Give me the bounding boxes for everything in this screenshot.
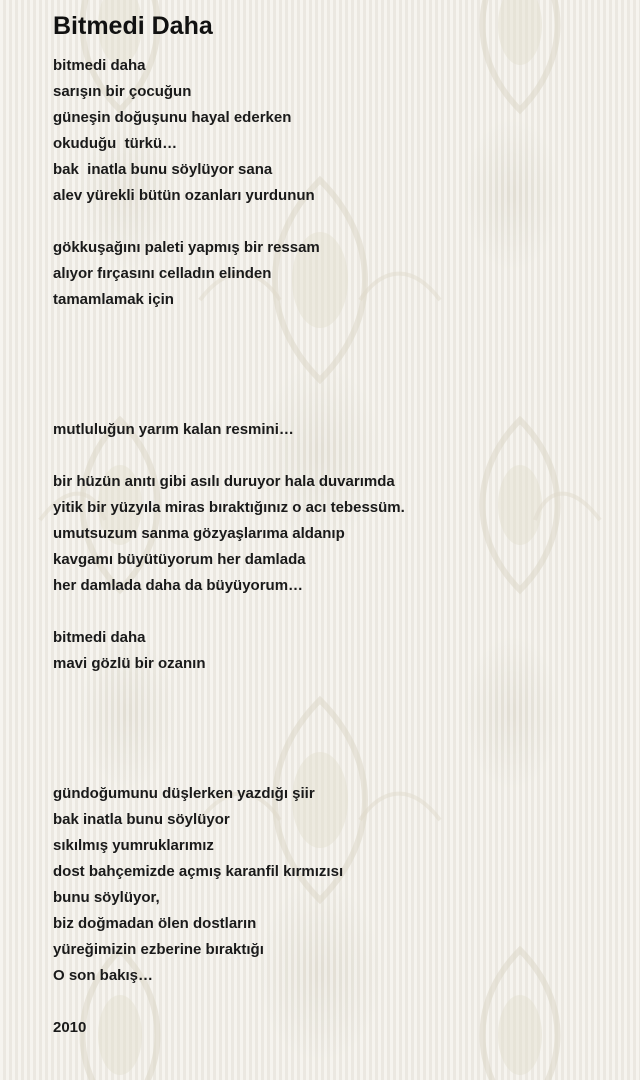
poem-line: kavgamı büyütüyorum her damlada [53, 551, 306, 568]
poem-line: mutluluğun yarım kalan resmini… [53, 421, 294, 438]
poem-blank-line [53, 729, 613, 755]
poem-line: bak inatla bunu söylüyor sana [53, 161, 273, 178]
poem-line: yüreğimizin ezberine bıraktığı [53, 941, 264, 958]
poem-line: her damlada daha da büyüyorum… [53, 577, 304, 594]
poem-line: bitmedi daha [53, 629, 146, 646]
poem-blank-line [53, 313, 613, 339]
poem-blank-line [53, 365, 613, 391]
poem-blank-line [53, 209, 613, 235]
poem-line: sarışın bir çocuğun [53, 83, 192, 100]
poem-line: alıyor fırçasını celladın elinden [53, 265, 272, 282]
poem-line: O son bakış… [53, 967, 154, 984]
poem-line: dost bahçemizde açmış karanfil kırmızısı [53, 863, 344, 880]
poem-line: gündoğumunu düşlerken yazdığı şiir [53, 785, 315, 802]
poem-date: 2010 [53, 1019, 87, 1036]
poem-blank-line [53, 755, 613, 781]
poem-line: bak inatla bunu söylüyor [53, 811, 230, 828]
poem-line: bir hüzün anıtı gibi asılı duruyor hala duvarımda [53, 473, 395, 490]
poem-line: bitmedi daha [53, 57, 146, 74]
poem-line: mavi gözlü bir ozanın [53, 655, 206, 672]
poem-line: tamamlamak için [53, 291, 174, 308]
poem [53, 10, 613, 1041]
poem-line: biz doğmadan ölen dostların [53, 915, 257, 932]
poem-blank-line [53, 989, 613, 1015]
poem-line: güneşin doğuşunu hayal ederken [53, 109, 292, 126]
poem-blank-line [53, 677, 613, 703]
poem-blank-line [53, 703, 613, 729]
poem-line: gökkuşağını paleti yapmış bir ressam [53, 239, 320, 256]
poem-title: Bitmedi Daha [53, 12, 213, 40]
poem-line: sıkılmış yumruklarımız [53, 837, 214, 854]
poem-blank-line [53, 339, 613, 365]
poem-blank-line [53, 599, 613, 625]
poem-blank-line [53, 443, 613, 469]
poem-line: umutsuzum sanma gözyaşlarıma aldanıp [53, 525, 345, 542]
poem-line: okuduğu türkü… [53, 135, 178, 152]
poem-line: yitik bir yüzyıla miras bıraktığınız o acı tebessüm. [53, 499, 405, 516]
poem-body [53, 53, 613, 1041]
poem-line: bunu söylüyor, [53, 889, 160, 906]
poem-blank-line [53, 391, 613, 417]
poem-line: alev yürekli bütün ozanları yurdunun [53, 187, 315, 204]
